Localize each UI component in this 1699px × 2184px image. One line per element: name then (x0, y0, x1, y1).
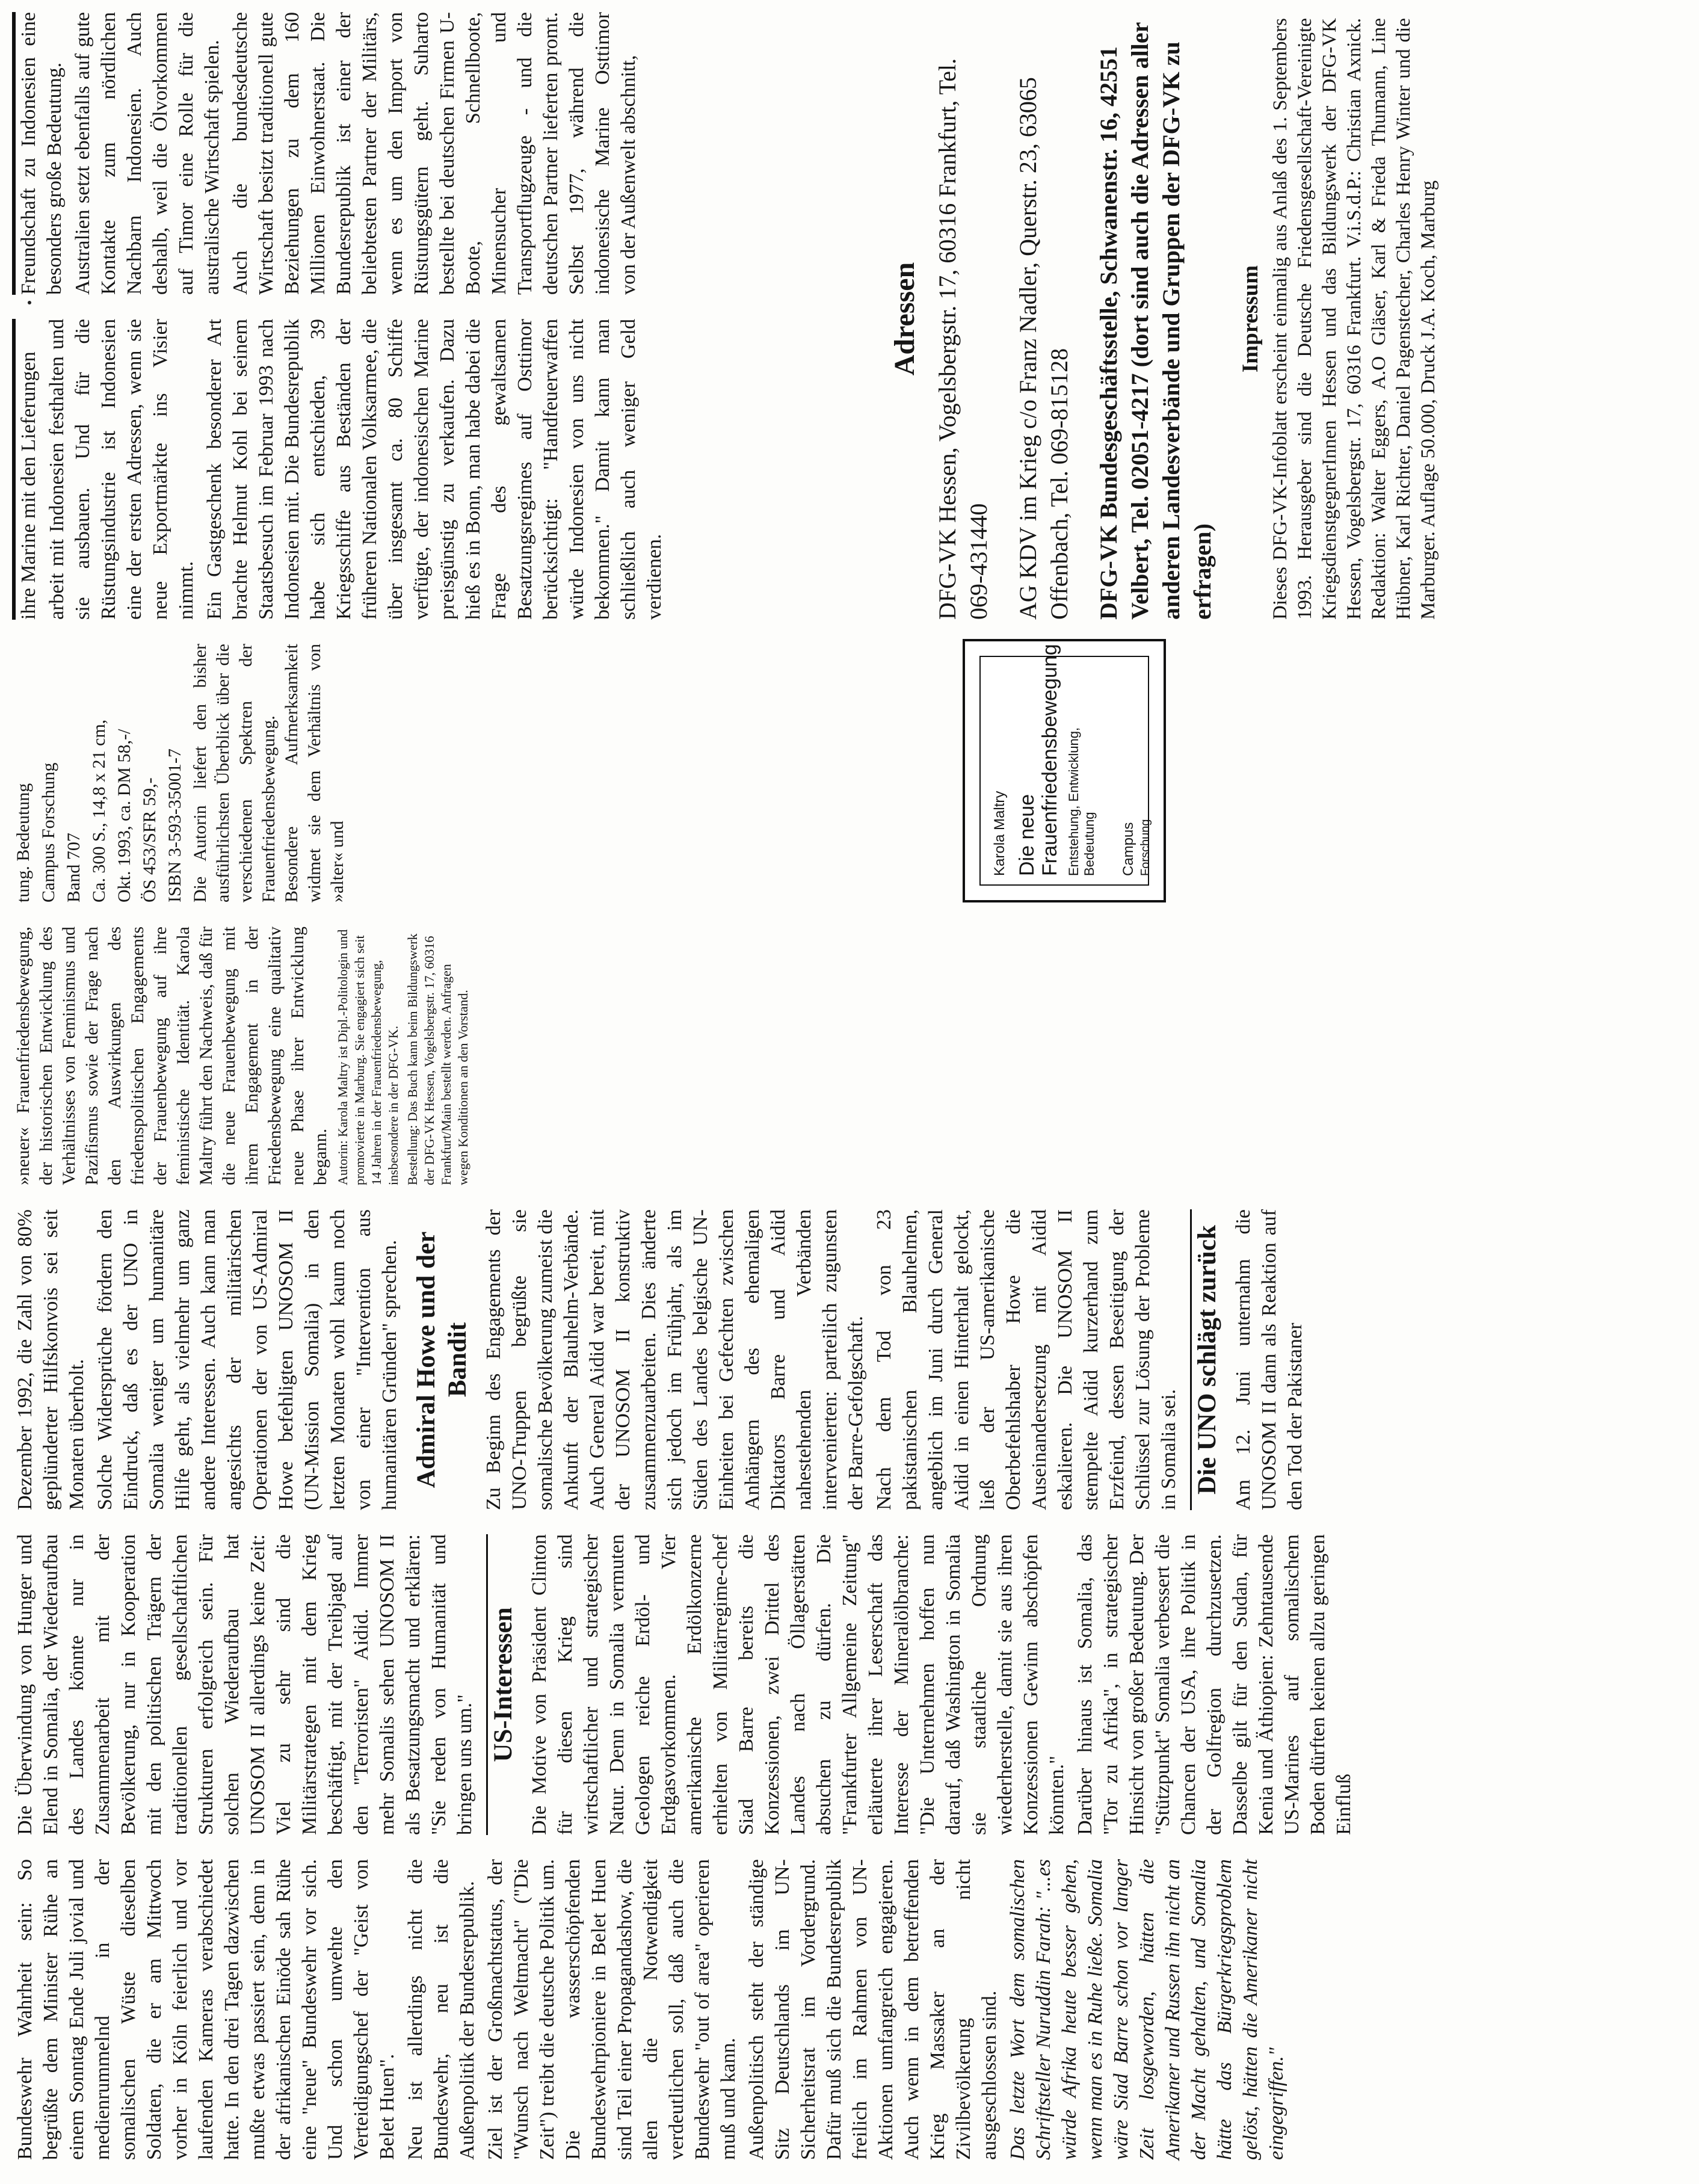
section-heading: Admiral Howe und der Bandit (412, 1231, 472, 1488)
section-heading: US-Interessen (486, 1534, 519, 1835)
book-subtitle: Entstehung, Entwicklung, Bedeutung (1066, 727, 1097, 876)
paragraph: Am 12. Juni unternahm die UNOSOM II dann als Reaktion auf den Tod der Pakistaner (1232, 1209, 1306, 1510)
paragraph: Ca. 300 S., 14,8 x 21 cm, (89, 719, 109, 902)
article-column-3 (12, 644, 351, 902)
paragraph: Zu Beginn des Engagements der UNO-Truppen begrüßte sie somalische Bevölkerung zumeist die Ankunft der Blauhelm-Verbände. Auch General Aidid war bereit, mit der UNOSOM II konstruktiv zusammenzuarbeiten. Dies änderte sich jedoch im Frühjahr, als im Süden des Landes belgische UN-Einheiten bei Gefechten zwischen Anhängern des ehemaligen Diktators Barre und Aidid nahestehenden Verbänden intervenierten: parteilich zugunsten der Barre-Gefolgschaft. (483, 1209, 867, 1510)
paragraph: Band 707 (64, 833, 84, 902)
paragraph: Das letzte Wort dem somalischen Schriftsteller Nuruddin Farah: "...es würde Afrika heute besser gehen, wenn man es in Ruhe ließe. Somalia wäre Siad Barre schon vor langer Zeit losgeworden, hätten die Amerikaner und Russen ihn nicht an der Macht gehalten, und Somalia hätte das Bürgerkriegsproblem gelöst, hätten die Amerikaner nicht eingegriffen." (1007, 1859, 1287, 2160)
book-publisher: Campus (1120, 822, 1136, 876)
article-column-2 (12, 319, 670, 620)
paragraph: Okt. 1993, ca. DM 58,-/ (114, 729, 134, 902)
address-entry: DFG-VK Bundesgeschäftsstelle, Schwanenstr. 16, 42551 Velbert, Tel. 02051-4217 (dort sind auch die Adressen aller anderen Landesverbände und Gruppen der DFG-VK zu erfragen) (1095, 22, 1216, 620)
book-title: Die neue Frauenfriedensbewegung (1016, 644, 1061, 876)
book-author: Karola Maltry (991, 791, 1008, 876)
paragraph: ISBN 3-593-35001-7 (165, 748, 185, 902)
paragraph: Bestellung: Das Buch kann beim Bildungswerk der DFG-VK Hessen, Vogelsbergstr. 17, 60316 Frankfurt/Main bestellt werden. Anfragen wegen Konditionen an den Vorstand. (405, 933, 470, 1185)
adressen-list (932, 18, 1218, 620)
paragraph: ÖS 453/SFR 59,- (140, 777, 159, 902)
scan-speck (28, 301, 31, 304)
paragraph: Die Autorin liefert den bisher ausführlichsten Überblick über die verschiedenen Spektren der Frauenfriedensbewegung. Besondere Aufmerksamkeit widmet sie dem Verhältnis von »alter« und (190, 644, 347, 902)
adressen-heading: Adressen (889, 262, 920, 376)
paragraph: Freundschaft zu Indonesien eine besonders große Bedeutung. (17, 12, 66, 295)
paragraph: Australien setzt ebenfalls auf gute Kontakte zum nördlichen Nachbarn Indonesien. Auch deshalb, weil die Ölvorkommen auf Timor eine Rolle für die australische Wirtschaft spielen. (72, 12, 223, 295)
paragraph: Die Überwindung von Hunger und Elend in Somalia, der Wiederaufbau des Landes könnte nur in Zusammenarbeit mit der Bevölkerung, nur in Kooperation mit den politischen Trägern der traditionellen gesellschaftlichen Strukturen erfolgreich sein. Für solchen Wiederaufbau hat UNOSOM II allerdings keine Zeit: Viel zu sehr sind die Militärstrategen mit dem Krieg beschäftigt, mit der Treibjagd auf den "Terroristen" Aidid. Immer mehr Somalis sehen UNOSOM II als Besatzungsmacht und erklären: "Sie reden von Humanität und bringen uns um." (14, 1534, 476, 1835)
paragraph: Ein Gastgeschenk besonderer Art brachte Helmut Kohl bei seinem Staatsbesuch im Februar 1993 nach Indonesien mit. Die Bundesrepublik habe sich entschieden, 39 Kriegsschiffe aus Beständen der früheren Nationalen Volksarmee, die über insgesamt ca. 80 Schiffe verfügte, der indonesischen Marine preisgünstig zu verkaufen. Dazu hieß es in Bonn, man habe dabei die Frage des gewaltsamen Besatzungsregimes auf Osttimor berücksichtigt: "Handfeuerwaffen würde Indonesien von uns nicht bekommen." Damit kann man schließlich auch weniger Geld verdienen. (203, 319, 665, 620)
section-heading: Die UNO schlägt zurück (1190, 1209, 1223, 1510)
article-column-6 (12, 1534, 1359, 1835)
paragraph: Solche Widersprüche fördern den Eindruck, daß es der UNO in Somalia weniger um humanitäre Hilfe geht, als vielmehr um ganz andere Interessen. Auch kann man angesichts der militärischen Operationen der von US-Admiral Howe befehligten UNOSOM II (UN-Mission Somalia) in den letzten Monaten wohl kaum noch von einer "Intervention aus humanitären Gründen" sprechen. (94, 1209, 401, 1510)
article-column-5 (12, 1209, 1310, 1510)
paragraph: Ziel ist der Großmachtstatus, der "Wunsch nach Weltmacht" ("Die Zeit") treibt die deutsche Politik um. Die wasserschöpfenden Bundeswehrpioniere in Belet Huen sind Teil einer Propagandashow, die allen die Notwendigkeit verdeutlichen soll, daß auch die Bundeswehr "out of area" operieren muß und kann. (484, 1859, 739, 2160)
paragraph: arbeit mit Indonesien festhalten und sie ausbauen. Und für die Rüstungsindustrie ist Indonesien eine der ersten Adressen, wenn sie neue Exportmärkte ins Visier nimmt. (46, 319, 197, 620)
paragraph: Auch die bundesdeutsche Wirtschaft besitzt traditionell gute Beziehungen zu dem 160 Millionen Einwohnerstaat. Die Bundesrepublik ist einer der beliebtesten Partner der Militärs, wenn es um den Import von Rüstungsgütern geht. Suharto bestellte bei deutschen Firmen U-Boote, Schnellboote, Minensucher und Transportflugzeuge - und die deutschen Partner lieferten promt. Selbst 1977, während die indonesische Marine Osttimor von der Außenwelt abschnitt, (229, 12, 640, 295)
article-column-1 (12, 12, 644, 295)
paragraph: Die Motive von Präsident Clinton für diesen Krieg sind wirtschaftlicher und strategischer Natur. Denn in Somalia vermuten Geologen reiche Erdöl- und Erdgasvorkommen. Vier amerikanische Erdölkonzerne erhielten von Militärregime-chef Siad Barre bereits die Konzessionen, zwei Drittel des Landes nach Öllagerstätten absuchen zu dürfen. Die "Frankfurter Allgemeine Zeitung" erläuterte ihrer Leserschaft das Interesse der Mineralölbranche: "Die Unternehmen hoffen nun darauf, daß Washington in Somalia sie staatliche Ordnung wiederherstelle, damit sie aus ihren Konzessionen Gewinn abschöpfen könnten." (528, 1534, 1068, 1835)
paragraph: Nach dem Tod von 23 pakistanischen Blauhelmen, angeblich im Juni durch General Aidid in einen Hinterhalt gelockt, ließ der US-amerikanische Oberbefehlshaber Howe die Auseinandersetzung mit Aidid eskalieren. Die UNOSOM II stempelte Aidid kurzerhand zum Erzfeind, dessen Beseitigung der Schlüssel zur Lösung der Probleme in Somalia sei. (873, 1209, 1180, 1510)
paragraph: Autorin: Karola Maltry ist Dipl.-Politologin und promovierte in Marburg. Sie engagiert sich seit 14 Jahren in der Frauenfriedensbewegung, insbesondere in der DFG-VK. (335, 929, 401, 1185)
address-entry: AG KDV im Krieg c/o Franz Nadler, Querstr. 23, 63065 Offenbach, Tel. 069-815128 (1014, 77, 1073, 620)
paragraph: tung. Bedeutung (13, 783, 33, 902)
article-column-7 (12, 1859, 1292, 2160)
adressen-block (890, 18, 1441, 620)
book-cover (963, 639, 1166, 902)
paragraph: Dezember 1992, die Zahl von 80% geplünderter Hilfskonvois sei seit Monaten überholt. (14, 1209, 88, 1510)
address-entry: DFG-VK Hessen, Vogelsbergstr. 17, 60316 Frankfurt, Tel. 069-431440 (934, 58, 992, 620)
paragraph: Bundeswehr Wahrheit sein: So begrüßte dem Minister Rühe an einem Sonntag Ende Juli jovial und medienrummelnd in der somalischen Wüste dieselben Soldaten, die er am Mittwoch vorher in Köln feierlich und vor laufenden Kameras verabschiedet hatte. In den drei Tagen dazwischen mußte etwas passiert sein, denn in der afrikanischen Einöde sah Rühe eine "neue" Bundeswehr vor sich. Und schon umwehte den Verteidigungschef der "Geist von Belet Huen". (14, 1859, 398, 2160)
impressum-text: Dieses DFG-VK-Infoblatt erscheint einmalig aus Anlaß des 1. Septembers 1993. Herausgeber sind die Deutsche Friedensgesellschaft-Vereinigte KriegsdienstgegnerInnen Hessen und das Bildungswerk der DFG-VK Hessen, Vogelsbergstr. 17, 60316 Frankfurt. V.i.S.d.P.: Christian Axnick. Redaktion: Walter Eggers, A.O Gläser, Karl & Frieda Thumann, Line Hübner, Karl Richter, Daniel Pagenstecher, Charles Henry Winter und die Marburger. Auflage 50.000, Druck J.A. Koch, Marburg (1269, 18, 1439, 620)
paragraph: ihre Marine mit den Lieferungen (17, 351, 40, 620)
paragraph: Campus Forschung (39, 762, 58, 902)
book-series: Forschung (1139, 819, 1152, 876)
paragraph: Neu ist allerdings nicht die Bundeswehr, neu ist die Außenpolitik der Bundesrepublik. (404, 1859, 478, 2160)
paragraph: »neuer« Frauenfriedensbewegung, der historischen Entwicklung des Verhältnisses von Feminismus und Pazifismus sowie der Frage nach den Auswirkungen des friedenspolitischen Engagements der Frauenbewegung auf ihre feministische Identität. Karola Maltry führt den Nachweis, daß für die neue Frauenbewegung mit ihrem Engagement in der Friedensbewegung eine qualitativ neue Phase ihrer Entwicklung begann. (13, 927, 330, 1185)
paragraph: Darüber hinaus ist Somalia, das "Tor zu Afrika", in strategischer Hinsicht von großer Bedeutung. Der "Stützpunkt" Somalia verbessert die Chancen der USA, ihre Politik in der Golfregion durchzusetzen. Dasselbe gilt für den Sudan, für Kenia und Äthiopien: Zehntausende US-Marines auf somalischem Boden dürften keinen allzu geringen Einfluß (1074, 1534, 1355, 1835)
paragraph: Außenpolitisch steht der ständige Sitz Deutschlands im UN-Sicherheitsrat im Vordergrund. Dafür muß sich die Bundesrepublik freilich im Rahmen von UN-Aktionen umfangreich engagieren. Auch wenn in dem betreffenden Krieg Massaker an der Zivilbevölkerung nicht ausgeschlossen sind. (745, 1859, 1001, 2160)
article-column-4 (12, 927, 474, 1185)
impressum-heading: Impressum (1238, 265, 1263, 373)
